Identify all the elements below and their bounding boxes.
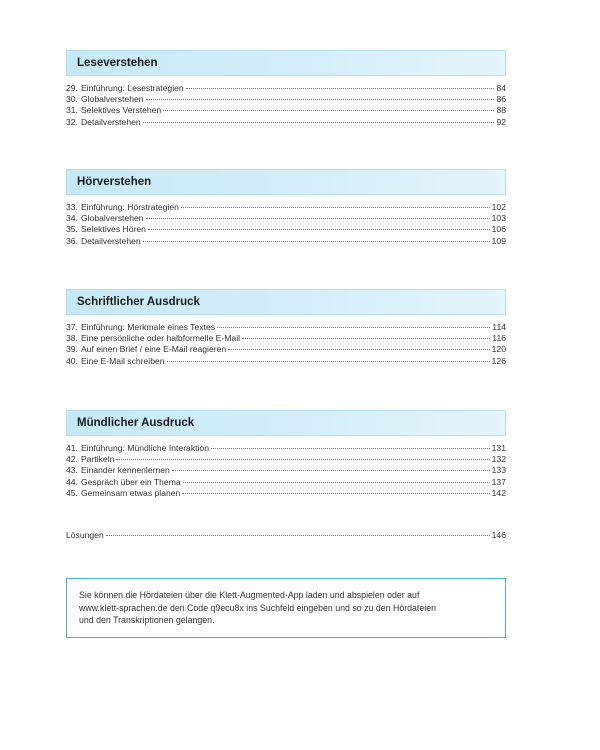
entry-number: 43. (66, 465, 78, 476)
entry-title: Globalverstehen (80, 213, 144, 224)
entry-title: Lösungen (66, 530, 104, 540)
info-line: und den Transkriptionen gelangen. (79, 615, 215, 626)
entry-page: 102 (491, 202, 506, 212)
entry-number: 30. (66, 94, 78, 105)
entry-page: 86 (496, 94, 506, 105)
entry-page: 137 (491, 476, 506, 487)
info-box (66, 578, 506, 638)
toc-entry[interactable] (66, 224, 506, 235)
entry-title: Eine E-Mail schreiben (80, 355, 165, 366)
dot-leader (242, 338, 490, 339)
section-muendlicher-ausdruck (66, 410, 506, 499)
entry-page: 103 (491, 213, 506, 224)
dot-leader (146, 99, 495, 100)
toc-entry[interactable] (66, 530, 506, 541)
toc-entry[interactable] (66, 356, 506, 367)
entry-number: 31. (66, 105, 78, 116)
entry-page: 132 (491, 454, 506, 465)
entry-title: Auf einen Brief / eine E-Mail reagieren (80, 344, 227, 355)
info-line: www.klett-sprachen.de den Code q9ecu8x ins Suchfeld eingeben und so zu den Hördateien (79, 602, 436, 613)
dot-leader (228, 349, 489, 350)
entry-title: Einführung: Merkmale eines Textes (80, 322, 216, 332)
entry-page: 131 (491, 443, 506, 453)
entry-number: 41. (66, 443, 78, 453)
entry-page: 106 (491, 224, 506, 235)
toc-entry[interactable] (66, 465, 506, 476)
section-leseverstehen (66, 50, 506, 128)
toc-entry[interactable] (66, 94, 506, 105)
toc-entry[interactable] (66, 236, 506, 247)
toc-entry[interactable] (66, 322, 506, 333)
section-header: Schriftlicher Ausdruck (66, 289, 506, 315)
entry-title: Einander kennenlernen (80, 465, 170, 476)
dot-leader (167, 361, 490, 362)
solutions-entry (66, 530, 506, 541)
entry-page: 146 (491, 530, 506, 540)
entry-page: 142 (491, 487, 506, 498)
dot-leader (172, 470, 490, 471)
dot-leader (181, 207, 490, 208)
toc-entries (66, 83, 506, 128)
dot-leader (148, 229, 490, 230)
entry-number: 40. (66, 355, 78, 366)
toc-entry[interactable] (66, 488, 506, 499)
dot-leader (116, 459, 489, 460)
dot-leader (143, 122, 495, 123)
info-line: Sie können die Hördateien über die Klett-Augmented-App laden und abspielen oder auf (79, 590, 420, 600)
toc-entry[interactable] (66, 344, 506, 355)
dot-leader (211, 448, 490, 449)
entry-title: Selektives Verstehen (80, 105, 162, 116)
entry-title: Gespräch über ein Thema (80, 476, 181, 487)
entry-page: 88 (496, 105, 506, 116)
entry-title: Einführung: Hörstrategien (80, 202, 179, 212)
toc-entry[interactable] (66, 454, 506, 465)
toc-entry[interactable] (66, 333, 506, 344)
entry-number: 34. (66, 213, 78, 224)
dot-leader (163, 110, 494, 111)
toc-entry[interactable] (66, 202, 506, 213)
toc-entry[interactable] (66, 105, 506, 116)
dot-leader (182, 493, 489, 494)
entry-title: Globalverstehen (80, 94, 144, 105)
dot-leader (183, 482, 490, 483)
entry-page: 126 (491, 355, 506, 366)
section-header: Hörverstehen (66, 169, 506, 195)
toc-entry[interactable] (66, 213, 506, 224)
dot-leader (143, 241, 490, 242)
dot-leader (146, 218, 490, 219)
entry-title: Detailverstehen (80, 116, 141, 127)
entry-title: Gemeinsam etwas planen (80, 487, 181, 498)
entry-title: Einführung: Lesestrategien (80, 83, 184, 93)
entry-page: 109 (491, 235, 506, 246)
entry-page: 92 (496, 116, 506, 127)
entry-number: 39. (66, 344, 78, 355)
entry-number: 36. (66, 235, 78, 246)
dot-leader (217, 327, 490, 328)
section-header: Leseverstehen (66, 50, 506, 76)
toc-entry[interactable] (66, 477, 506, 488)
toc-entry[interactable] (66, 443, 506, 454)
entry-title: Eine persönliche oder halbformelle E-Mail (80, 333, 241, 344)
dot-leader (106, 535, 490, 536)
section-hoerverstehen (66, 169, 506, 247)
entry-title: Partikeln (80, 454, 115, 465)
entry-page: 84 (496, 83, 506, 93)
entry-title: Selektives Hören (80, 224, 146, 235)
dot-leader (186, 88, 495, 89)
toc-entry[interactable] (66, 83, 506, 94)
entry-number: 35. (66, 224, 78, 235)
section-schriftlicher-ausdruck (66, 289, 506, 367)
entry-number: 38. (66, 333, 78, 344)
entry-number: 32. (66, 116, 78, 127)
toc-entries (66, 202, 506, 247)
entry-number: 42. (66, 454, 78, 465)
entry-page: 116 (492, 333, 506, 344)
section-header: Mündlicher Ausdruck (66, 410, 506, 436)
toc-entry[interactable] (66, 117, 506, 128)
entry-page: 114 (492, 322, 506, 332)
entry-page: 120 (491, 344, 506, 355)
entry-number: 33. (66, 202, 78, 212)
entry-page: 133 (491, 465, 506, 476)
entry-number: 29. (66, 83, 78, 93)
toc-entries (66, 443, 506, 499)
entry-title: Einführung: Mündliche Interaktion (80, 443, 209, 453)
toc-entries (66, 322, 506, 367)
entry-number: 45. (66, 487, 78, 498)
entry-number: 44. (66, 476, 78, 487)
entry-title: Detailverstehen (80, 235, 141, 246)
entry-number: 37. (66, 322, 78, 332)
